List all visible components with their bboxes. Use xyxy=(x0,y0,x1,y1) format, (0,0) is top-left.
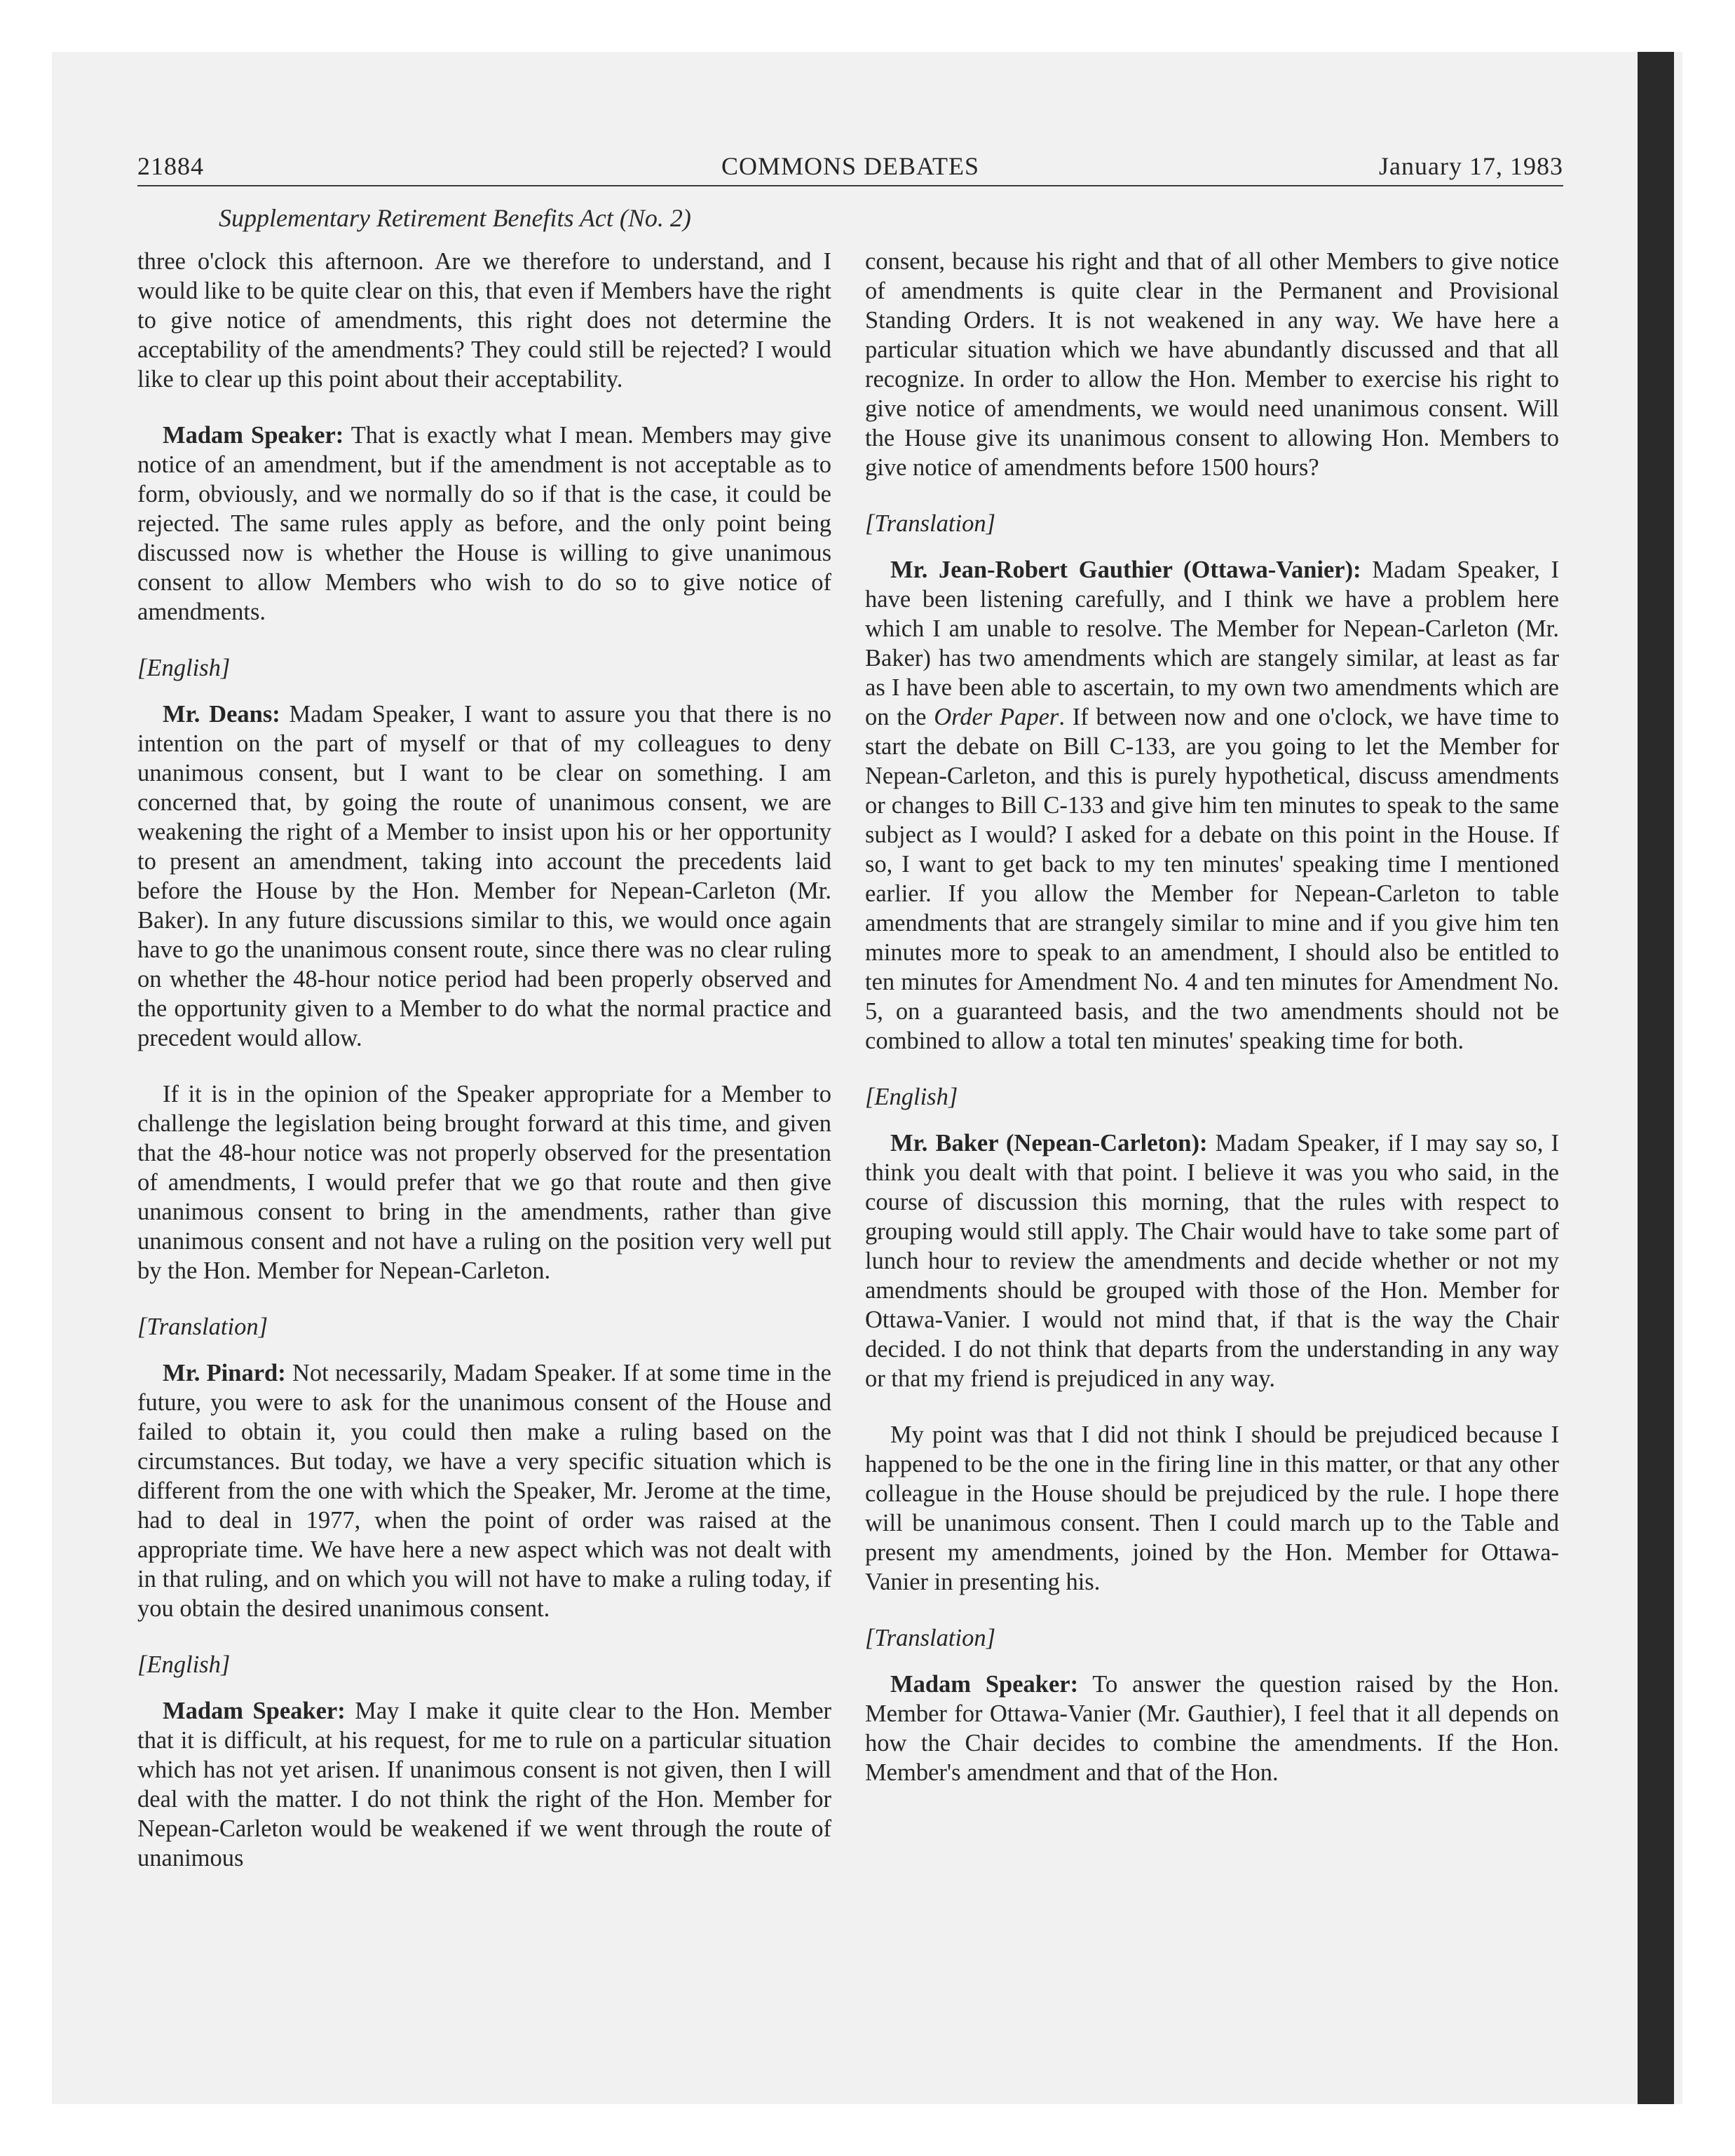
speech-paragraph xyxy=(137,421,831,627)
page-number: 21884 xyxy=(137,152,204,180)
speech-paragraph xyxy=(137,1696,831,1873)
speaker-name: Mr. Jean-Robert Gauthier (Ottawa-Vanier): xyxy=(890,557,1361,583)
left-column xyxy=(137,247,831,1899)
speaker-name: Madam Speaker: xyxy=(890,1671,1079,1698)
bill-subheading: Supplementary Retirement Benefits Act (No. 2) xyxy=(219,204,691,232)
language-tag: [Translation] xyxy=(865,1625,995,1651)
speaker-name: Madam Speaker: xyxy=(163,1698,346,1724)
speech-paragraph xyxy=(865,1670,1559,1787)
paragraph: My point was that I did not think I should be prejudiced because I happened to be the one in the firing line in this matter, or that any other colleague in the House should be prejudiced by the rule. I hope there will be unanimous consent. Then I could march up to the Table and present my amendments, joined by the Hon. Member for Ottawa-Vanier in presenting his. xyxy=(865,1421,1559,1595)
speech-text: That is exactly what I mean. Members may give notice of an amendment, but if the amendment is not acceptable as to form, obviously, and we normally do so if that is the case, it could be rejected. The same rules apply as before, and the only point being discussed now is whether the House is willing to give unanimous consent to allow Members who wish to do so to give notice of amendments. xyxy=(137,422,832,625)
speech-text: . If between now and one o'clock, we have time to start the debate on Bill C-133, are you going to let the Member for Nepean-Carleton, and this is purely hypothetical, discuss amendments or changes to Bill C-133 and give him ten minutes to speak to the same subject as I would? I asked for a debate on this point in the House. If so, I want to get back to my ten minutes' speaking time I mentioned earlier. If you allow the Member for Nepean-Carleton to table amendments that are strangely similar to mine and if you give him ten minutes more to speak to an amendment, I should also be entitled to ten minutes for Amendment No. 4 and ten minutes for Amendment No. 5, on a guaranteed basis, and the two amendments should not be combined to allow a total ten minutes' speaking time for both. xyxy=(865,704,1559,1054)
speech-paragraph xyxy=(865,555,1559,1056)
speech-paragraph xyxy=(137,1358,831,1623)
language-tag: [Translation] xyxy=(137,1314,268,1340)
language-tag: [English] xyxy=(865,1084,958,1110)
header-rule xyxy=(137,185,1563,186)
speaker-name: Madam Speaker: xyxy=(163,422,344,449)
speech-paragraph xyxy=(137,700,831,1053)
journal-title: COMMONS DEBATES xyxy=(721,152,980,180)
issue-date: January 17, 1983 xyxy=(1379,152,1563,180)
speech-text: Madam Speaker, I have been listening carefully, and I think we have a problem here which I am unable to resolve. The Member for Nepean-Carleton (Mr. Baker) has two amendments which are stangely similar, at least as far as I have been able to ascertain, to my own two amendments which are on the xyxy=(865,557,1560,730)
speech-text: Not necessarily, Madam Speaker. If at some time in the future, you were to ask for the unanimous consent of the House and failed to obtain it, you could then make a ruling based on the circumstances. But today, we have a very specific situation which is different from the one with which the Speaker, Mr. Jerome at the time, had to deal in 1977, when the point of order was raised at the appropriate time. We have here a new aspect which was not dealt with in that ruling, and on which you will not have to make a ruling today, if you obtain the desired unanimous consent. xyxy=(137,1360,831,1622)
paragraph: three o'clock this afternoon. Are we therefore to understand, and I would like to be quite clear on this, that even if Members have the right to give notice of amendments, this right does not determine the acceptability of the amendments? They could still be rejected? I would like to clear up this point about their acceptability. xyxy=(137,248,831,393)
running-header xyxy=(137,151,1563,184)
language-tag: [English] xyxy=(137,1651,231,1678)
speech-paragraph xyxy=(865,1128,1559,1393)
right-column xyxy=(865,247,1559,1814)
language-tag: [English] xyxy=(137,655,231,681)
speaker-name: Mr. Deans: xyxy=(163,701,280,728)
paragraph: consent, because his right and that of all other Members to give notice of amendments is quite clear in the Permanent and Provisional Standing Orders. It is not weakened in any way. We have here a particular situation which we have abundantly discussed and that all recognize. In order to allow the Hon. Member to exercise his right to give notice of amendments, we would need unanimous consent. Will the House give its unanimous consent to allowing Hon. Members to give notice of amendments before 1500 hours? xyxy=(865,248,1559,481)
speech-text: To answer the question raised by the Hon. Member for Ottawa-Vanier (Mr. Gauthier), I feel that it all depends on how the Chair decides to combine the amendments. If the Hon. Member's amendment and that of the Hon. xyxy=(865,1671,1559,1786)
language-tag: [Translation] xyxy=(865,510,995,537)
speech-text: Madam Speaker, if I may say so, I think you dealt with that point. I believe it was you who said, in the course of discussion this morning, that the rules with respect to grouping would still apply. The Chair would have to take some part of lunch hour to review the amendments and decide whether or not my amendments should be grouped with those of the Hon. Member for Ottawa-Vanier. I would not mind that, if that is the way the Chair decided. I do not think that departs from the understanding in any way or that my friend is prejudiced in any way. xyxy=(865,1130,1559,1392)
speech-text: Madam Speaker, I want to assure you that there is no intention on the part of myself or that of my colleagues to deny unanimous consent, but I want to be clear on something. I am concerned that, by going the route of unanimous consent, we are weakening the right of a Member to insist upon his or her opportunity to present an amendment, taking into account the precedents laid before the House by the Hon. Member for Nepean-Carleton (Mr. Baker). In any future discussions similar to this, we would once again have to go the unanimous consent route, since there was no clear ruling on whether the 48-hour notice period had been properly observed and the opportunity given to a Member to do what the normal practice and precedent would allow. xyxy=(137,701,831,1051)
order-paper-title: Order Paper xyxy=(934,704,1059,730)
paragraph: If it is in the opinion of the Speaker appropriate for a Member to challenge the legislation being brought forward at this time, and given that the 48-hour notice was not properly observed for the presentation of amendments, I would prefer that we go that route and then give unanimous consent to bring in the amendments, rather than give unanimous consent and not have a ruling on the position very well put by the Hon. Member for Nepean-Carleton. xyxy=(137,1081,831,1284)
speaker-name: Mr. Pinard: xyxy=(163,1360,286,1386)
speech-text: May I make it quite clear to the Hon. Member that it is difficult, at his request, for me to rule on a particular situation which has not yet arisen. If unanimous consent is not given, then I will deal with the matter. I do not think the right of the Hon. Member for Nepean-Carleton would be weakened if we went through the route of unanimous xyxy=(137,1698,831,1871)
speaker-name: Mr. Baker (Nepean-Carleton): xyxy=(890,1130,1208,1157)
scan-edge-shadow xyxy=(1638,52,1674,2104)
